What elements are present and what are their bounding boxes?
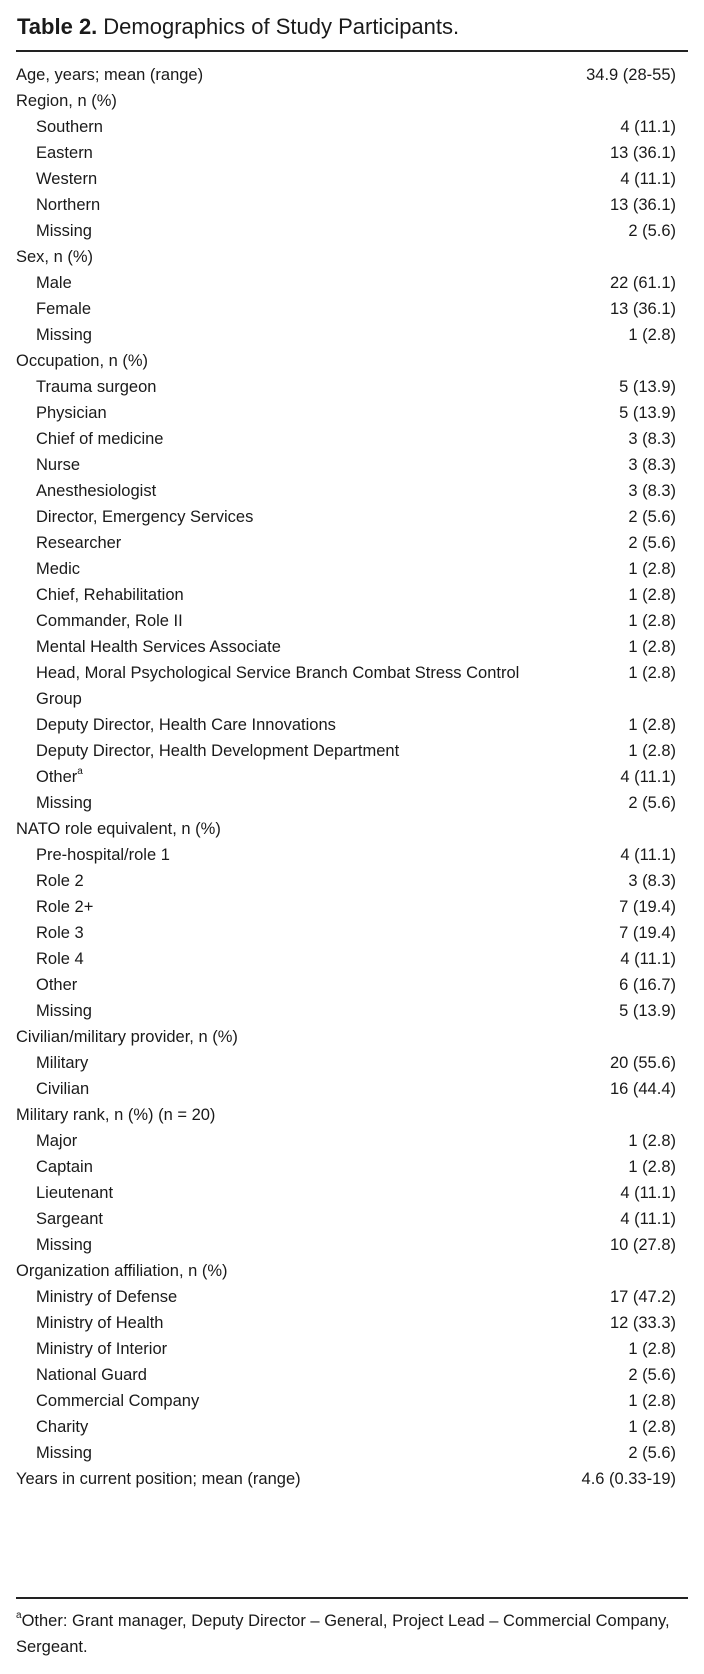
table-top-rule: [16, 50, 688, 52]
row-value: 1 (2.8): [628, 326, 676, 344]
row-label: [16, 1102, 516, 1128]
row-label-text: Role 2+: [36, 898, 94, 916]
table-row-category: [16, 816, 688, 842]
row-value: 2 (5.6): [628, 1444, 676, 1462]
row-label-text: Sargeant: [36, 1210, 103, 1228]
table-row-category: [16, 1258, 688, 1284]
row-label: [36, 634, 526, 660]
row-value: 13 (36.1): [609, 300, 676, 318]
table-row: [16, 1414, 688, 1440]
row-label-text: Medic: [36, 560, 81, 578]
row-label-text: Missing: [36, 222, 92, 240]
row-label-text: Role 4: [36, 950, 84, 968]
table-row: [16, 296, 688, 322]
row-value: 5 (13.9): [619, 404, 676, 422]
row-label: [36, 218, 526, 244]
row-value: 4 (11.1): [620, 1184, 676, 1202]
row-value: 5 (13.9): [619, 378, 676, 396]
row-label: [36, 478, 526, 504]
row-label-text: Military rank, n (%) (n = 20): [16, 1106, 216, 1124]
table-caption: Demographics of Study Participants.: [103, 14, 460, 39]
table-row: [16, 842, 688, 868]
row-value: 1 (2.8): [628, 1392, 676, 1410]
row-value: 2 (5.6): [628, 794, 676, 812]
row-label: [36, 1206, 526, 1232]
row-label: [16, 1466, 516, 1492]
row-label-text: Missing: [36, 1002, 92, 1020]
row-label-text: Eastern: [36, 144, 93, 162]
table-row: [16, 1232, 688, 1258]
table-body: [16, 62, 688, 1492]
row-label: [36, 166, 526, 192]
row-label-text: Trauma surgeon: [36, 378, 157, 396]
table-row: [16, 660, 688, 712]
row-label: [36, 1336, 526, 1362]
row-label-text: Male: [36, 274, 72, 292]
row-value: 2 (5.6): [628, 534, 676, 552]
row-label: [36, 582, 526, 608]
table-row: [16, 738, 688, 764]
row-value: 1 (2.8): [628, 612, 676, 630]
table-row: [16, 764, 688, 790]
row-label: [36, 1076, 526, 1102]
row-value: 20 (55.6): [609, 1054, 676, 1072]
row-label-text: Female: [36, 300, 92, 318]
row-label-text: Other: [36, 976, 78, 994]
row-label: [36, 270, 526, 296]
row-label-text: Pre-hospital/role 1: [36, 846, 170, 864]
row-label-text: Missing: [36, 1444, 92, 1462]
row-label-text: Anesthesiologist: [36, 482, 157, 500]
table-row: [16, 1076, 688, 1102]
row-label-text: Military: [36, 1054, 89, 1072]
row-value: 22 (61.1): [609, 274, 676, 292]
table-row-category: [16, 244, 688, 270]
table-row: [16, 192, 688, 218]
row-label: [36, 738, 526, 764]
row-value: 17 (47.2): [609, 1288, 676, 1306]
row-label: [36, 660, 526, 712]
row-label-text: Head, Moral Psychological Service Branch Combat Stress Control Group: [36, 664, 520, 708]
row-label: [36, 1310, 526, 1336]
footnote-ref: a: [77, 766, 83, 777]
row-value: 3 (8.3): [628, 482, 676, 500]
table-row: [16, 1388, 688, 1414]
row-value: 3 (8.3): [628, 430, 676, 448]
row-value: 1 (2.8): [628, 716, 676, 734]
table-row: [16, 452, 688, 478]
row-value: 4.6 (0.33-19): [581, 1470, 676, 1488]
row-value: 1 (2.8): [628, 664, 676, 682]
table-row: [16, 504, 688, 530]
row-value: 6 (16.7): [619, 976, 676, 994]
row-label: [36, 504, 526, 530]
row-label-text: Civilian/military provider, n (%): [16, 1028, 238, 1046]
row-value: 13 (36.1): [609, 144, 676, 162]
table-row: [16, 712, 688, 738]
row-label-text: Years in current position; mean (range): [16, 1470, 301, 1488]
row-label: [36, 842, 526, 868]
row-value: 4 (11.1): [620, 846, 676, 864]
row-value: 4 (11.1): [620, 768, 676, 786]
row-value: 4 (11.1): [620, 118, 676, 136]
row-label-text: Researcher: [36, 534, 122, 552]
row-label: [36, 1440, 526, 1466]
row-value: 7 (19.4): [619, 924, 676, 942]
row-label: [36, 426, 526, 452]
table-row-category: [16, 88, 688, 114]
table-row: [16, 972, 688, 998]
row-label: [36, 140, 526, 166]
row-label-text: Occupation, n (%): [16, 352, 149, 370]
row-value: 2 (5.6): [628, 508, 676, 526]
row-label-text: Other: [36, 768, 78, 786]
row-label: [36, 556, 526, 582]
table-row: [16, 920, 688, 946]
row-label-text: National Guard: [36, 1366, 147, 1384]
table-row: [16, 400, 688, 426]
row-label-text: Missing: [36, 326, 92, 344]
row-label-text: Chief of medicine: [36, 430, 164, 448]
table-bottom-rule: [16, 1597, 688, 1599]
table-row: [16, 426, 688, 452]
row-value: 1 (2.8): [628, 1418, 676, 1436]
row-value: 10 (27.8): [609, 1236, 676, 1254]
row-label: [36, 114, 526, 140]
row-value: 1 (2.8): [628, 1158, 676, 1176]
row-label: [36, 322, 526, 348]
row-value: 2 (5.6): [628, 1366, 676, 1384]
table-row: [16, 1050, 688, 1076]
row-label: [16, 1258, 516, 1284]
row-label-text: Director, Emergency Services: [36, 508, 254, 526]
row-label-text: Ministry of Health: [36, 1314, 164, 1332]
row-label: [36, 868, 526, 894]
table-row: [16, 1310, 688, 1336]
row-label: [36, 1284, 526, 1310]
row-label-text: Role 2: [36, 872, 84, 890]
table-row: [16, 1440, 688, 1466]
row-value: 1 (2.8): [628, 560, 676, 578]
table-label: Table 2.: [17, 14, 98, 39]
table-row: [16, 166, 688, 192]
table-row-category: [16, 62, 688, 88]
row-label: [16, 62, 516, 88]
table-row: [16, 530, 688, 556]
table-row: [16, 1180, 688, 1206]
row-label-text: Region, n (%): [16, 92, 117, 110]
row-label: [36, 296, 526, 322]
row-label-text: Age, years; mean (range): [16, 66, 204, 84]
row-label-text: Ministry of Defense: [36, 1288, 178, 1306]
row-label: [36, 1128, 526, 1154]
footnote-marker: a: [16, 1610, 22, 1621]
table-row: [16, 1206, 688, 1232]
table-row: [16, 218, 688, 244]
row-value: 1 (2.8): [628, 1340, 676, 1358]
row-value: 13 (36.1): [609, 196, 676, 214]
row-value: 5 (13.9): [619, 1002, 676, 1020]
row-label-text: Role 3: [36, 924, 84, 942]
table-row: [16, 582, 688, 608]
row-label-text: Nurse: [36, 456, 81, 474]
table-row-category: [16, 1024, 688, 1050]
row-label-text: Charity: [36, 1418, 89, 1436]
row-value: 1 (2.8): [628, 1132, 676, 1150]
row-label: [36, 764, 526, 790]
row-label: [36, 608, 526, 634]
row-label: [36, 400, 526, 426]
row-value: 1 (2.8): [628, 742, 676, 760]
table-row: [16, 322, 688, 348]
row-label-text: Southern: [36, 118, 103, 136]
row-label: [36, 452, 526, 478]
row-value: 7 (19.4): [619, 898, 676, 916]
row-label: [16, 244, 516, 270]
row-label: [36, 894, 526, 920]
row-label-text: Organization affiliation, n (%): [16, 1262, 228, 1280]
row-label-text: Western: [36, 170, 98, 188]
footnote-text: Other: Grant manager, Deputy Director – General, Project Lead – Commercial Company, Sergeant.: [16, 1612, 670, 1656]
table-row: [16, 608, 688, 634]
row-label-text: Lieutenant: [36, 1184, 114, 1202]
row-label-text: Missing: [36, 1236, 92, 1254]
table-row: [16, 374, 688, 400]
table-row-category: [16, 1466, 688, 1492]
table-row: [16, 1284, 688, 1310]
table-row: [16, 998, 688, 1024]
row-label: [36, 920, 526, 946]
row-value: 4 (11.1): [620, 1210, 676, 1228]
row-label: [36, 1388, 526, 1414]
row-label-text: Chief, Rehabilitation: [36, 586, 184, 604]
row-label: [36, 530, 526, 556]
row-value: 4 (11.1): [620, 170, 676, 188]
table-row: [16, 790, 688, 816]
table-row: [16, 478, 688, 504]
row-label: [36, 192, 526, 218]
table-row-category: [16, 1102, 688, 1128]
table-row: [16, 270, 688, 296]
table-row: [16, 1336, 688, 1362]
row-value: 2 (5.6): [628, 222, 676, 240]
row-label: [36, 998, 526, 1024]
table-row: [16, 1128, 688, 1154]
row-label: [36, 1180, 526, 1206]
row-label: [36, 1154, 526, 1180]
row-label-text: Commander, Role II: [36, 612, 183, 630]
row-label-text: Physician: [36, 404, 107, 422]
table-row: [16, 556, 688, 582]
row-label-text: Civilian: [36, 1080, 90, 1098]
row-label: [36, 1414, 526, 1440]
row-value: 1 (2.8): [628, 586, 676, 604]
row-value: 34.9 (28-55): [586, 66, 676, 84]
table-row: [16, 868, 688, 894]
row-label: [36, 1362, 526, 1388]
row-label-text: Commercial Company: [36, 1392, 200, 1410]
row-label: [16, 816, 516, 842]
table-row: [16, 140, 688, 166]
table-row-category: [16, 348, 688, 374]
row-value: 4 (11.1): [620, 950, 676, 968]
row-label-text: Ministry of Interior: [36, 1340, 168, 1358]
row-label-text: Deputy Director, Health Development Department: [36, 742, 400, 760]
table-footnote: [16, 1608, 688, 1660]
row-label: [36, 1232, 526, 1258]
table-title: [17, 10, 459, 44]
table-row: [16, 894, 688, 920]
row-label-text: Sex, n (%): [16, 248, 94, 266]
table-row: [16, 1154, 688, 1180]
row-label: [16, 348, 516, 374]
row-label-text: Northern: [36, 196, 101, 214]
table-row: [16, 634, 688, 660]
row-label-text: NATO role equivalent, n (%): [16, 820, 221, 838]
row-value: 16 (44.4): [609, 1080, 676, 1098]
row-label: [36, 972, 526, 998]
row-value: 1 (2.8): [628, 638, 676, 656]
row-value: 3 (8.3): [628, 872, 676, 890]
row-label: [16, 1024, 516, 1050]
row-label-text: Mental Health Services Associate: [36, 638, 281, 656]
row-label: [36, 1050, 526, 1076]
table-row: [16, 114, 688, 140]
row-label-text: Major: [36, 1132, 78, 1150]
row-label: [16, 88, 516, 114]
table-row: [16, 1362, 688, 1388]
row-label: [36, 790, 526, 816]
row-label: [36, 946, 526, 972]
row-value: 3 (8.3): [628, 456, 676, 474]
row-label: [36, 712, 526, 738]
row-label: [36, 374, 526, 400]
row-label-text: Deputy Director, Health Care Innovations: [36, 716, 336, 734]
table-row: [16, 946, 688, 972]
row-label-text: Missing: [36, 794, 92, 812]
row-label-text: Captain: [36, 1158, 93, 1176]
row-value: 12 (33.3): [609, 1314, 676, 1332]
